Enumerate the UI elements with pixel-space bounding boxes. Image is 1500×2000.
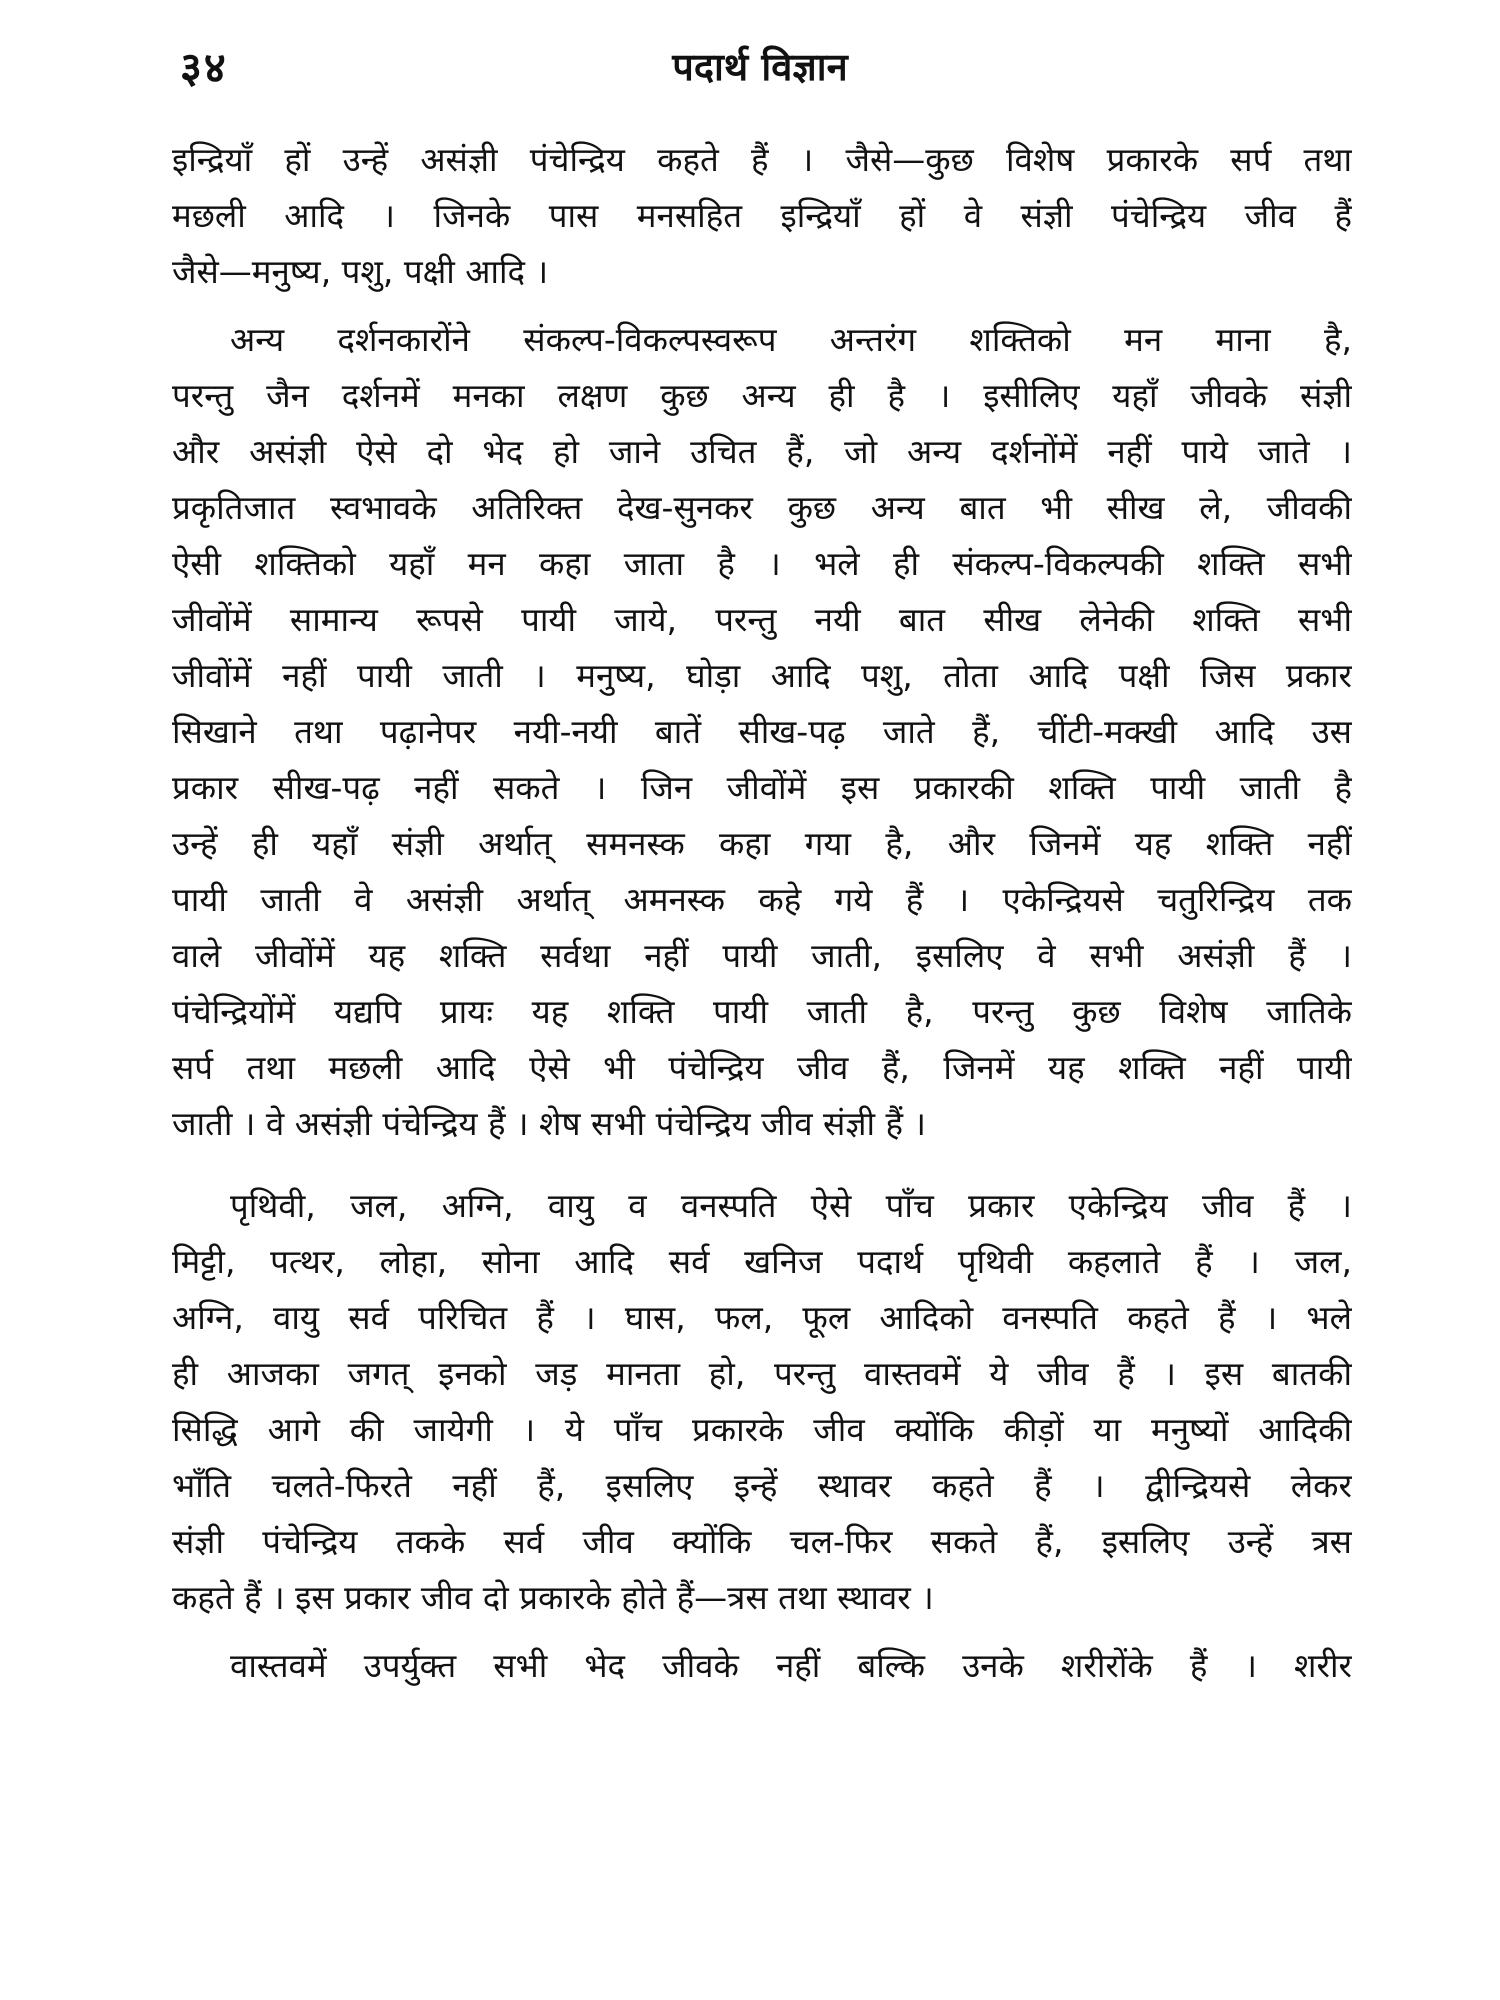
text-line: जीवोंमें नहीं पायी जाती । मनुष्य, घोड़ा आदि पशु, तोता आदि पक्षी जिस प्रकार <box>172 656 1352 695</box>
text-line: ही आजका जगत् इनको जड़ मानता हो, परन्तु वास्तवमें ये जीव हैं । इस बातकी <box>172 1354 1352 1393</box>
text-line: पायी जाती वे असंज्ञी अर्थात् अमनस्क कहे गये हैं । एकेन्द्रियसे चतुरिन्द्रिय तक <box>172 880 1352 919</box>
text-line: सिद्धि आगे की जायेगी । ये पाँच प्रकारके जीव क्योंकि कीड़ों या मनुष्यों आदिकी <box>172 1410 1352 1449</box>
text-line: परन्तु जैन दर्शनमें मनका लक्षण कुछ अन्य ही है । इसीलिए यहाँ जीवके संज्ञी <box>172 376 1352 415</box>
running-title: पदार्थ विज्ञान <box>672 45 848 89</box>
text-line: वास्तवमें उपर्युक्त सभी भेद जीवके नहीं बल्कि उनके शरीरोंके हैं । शरीर <box>230 1646 1352 1685</box>
text-line: प्रकार सीख-पढ़ नहीं सकते । जिन जीवोंमें इस प्रकारकी शक्ति पायी जाती है <box>172 768 1352 807</box>
text-line: भाँति चलते-फिरते नहीं हैं, इसलिए इन्हें स्थावर कहते हैं । द्वीन्द्रियसे लेकर <box>172 1466 1352 1505</box>
text-line: संज्ञी पंचेन्द्रिय तकके सर्व जीव क्योंकि चल-फिर सकते हैं, इसलिए उन्हें त्रस <box>172 1522 1352 1561</box>
text-line: मिट्टी, पत्थर, लोहा, सोना आदि सर्व खनिज पदार्थ पृथिवी कहलाते हैं । जल, <box>172 1242 1352 1281</box>
text-line: इन्द्रियाँ हों उन्हें असंज्ञी पंचेन्द्रिय कहते हैं । जैसे—कुछ विशेष प्रकारके सर्प तथा <box>172 140 1352 179</box>
body-text <box>172 132 1352 1720</box>
page-number: ३४ <box>180 43 228 92</box>
text-line: कहते हैं । इस प्रकार जीव दो प्रकारके होते हैं—त्रस तथा स्थावर । <box>172 1578 934 1617</box>
text-line: मछली आदि । जिनके पास मनसहित इन्द्रियाँ हों वे संज्ञी पंचेन्द्रिय जीव हैं <box>172 196 1352 235</box>
text-line: पंचेन्द्रियोंमें यद्यपि प्रायः यह शक्ति पायी जाती है, परन्तु कुछ विशेष जातिके <box>172 992 1352 1031</box>
paragraph-manas <box>172 312 1352 1152</box>
text-line: ऐसी शक्तिको यहाँ मन कहा जाता है । भले ही संकल्प-विकल्पकी शक्ति सभी <box>172 544 1352 583</box>
text-line: उन्हें ही यहाँ संज्ञी अर्थात् समनस्क कहा गया है, और जिनमें यह शक्ति नहीं <box>172 824 1352 863</box>
text-line: वाले जीवोंमें यह शक्ति सर्वथा नहीं पायी जाती, इसलिए वे सभी असंज्ञी हैं । <box>172 936 1352 975</box>
text-line: अन्य दर्शनकारोंने संकल्प-विकल्पस्वरूप अन्तरंग शक्तिको मन माना है, <box>230 320 1352 359</box>
paragraph-ekendriya <box>172 1178 1352 1626</box>
text-line: सर्प तथा मछली आदि ऐसे भी पंचेन्द्रिय जीव हैं, जिनमें यह शक्ति नहीं पायी <box>172 1048 1352 1087</box>
text-line: प्रकृतिजात स्वभावके अतिरिक्त देख-सुनकर कुछ अन्य बात भी सीख ले, जीवकी <box>172 488 1352 527</box>
text-line: सिखाने तथा पढ़ानेपर नयी-नयी बातें सीख-पढ़ जाते हैं, चींटी-मक्खी आदि उस <box>172 712 1352 751</box>
text-line: और असंज्ञी ऐसे दो भेद हो जाने उचित हैं, जो अन्य दर्शनोंमें नहीं पाये जाते । <box>172 432 1352 471</box>
text-line: जैसे—मनुष्य, पशु, पक्षी आदि । <box>172 252 549 291</box>
text-line: पृथिवी, जल, अग्नि, वायु व वनस्पति ऐसे पाँच प्रकार एकेन्द्रिय जीव हैं । <box>230 1186 1352 1225</box>
text-line: जाती । वे असंज्ञी पंचेन्द्रिय हैं । शेष सभी पंचेन्द्रिय जीव संज्ञी हैं । <box>172 1104 927 1143</box>
text-line: अग्नि, वायु सर्व परिचित हैं । घास, फल, फूल आदिको वनस्पति कहते हैं । भले <box>172 1298 1352 1337</box>
paragraph-continued <box>172 132 1352 300</box>
text-line: जीवोंमें सामान्य रूपसे पायी जाये, परन्तु नयी बात सीख लेनेकी शक्ति सभी <box>172 600 1352 639</box>
paragraph-sharira <box>172 1638 1352 1694</box>
page-header <box>170 38 1350 98</box>
